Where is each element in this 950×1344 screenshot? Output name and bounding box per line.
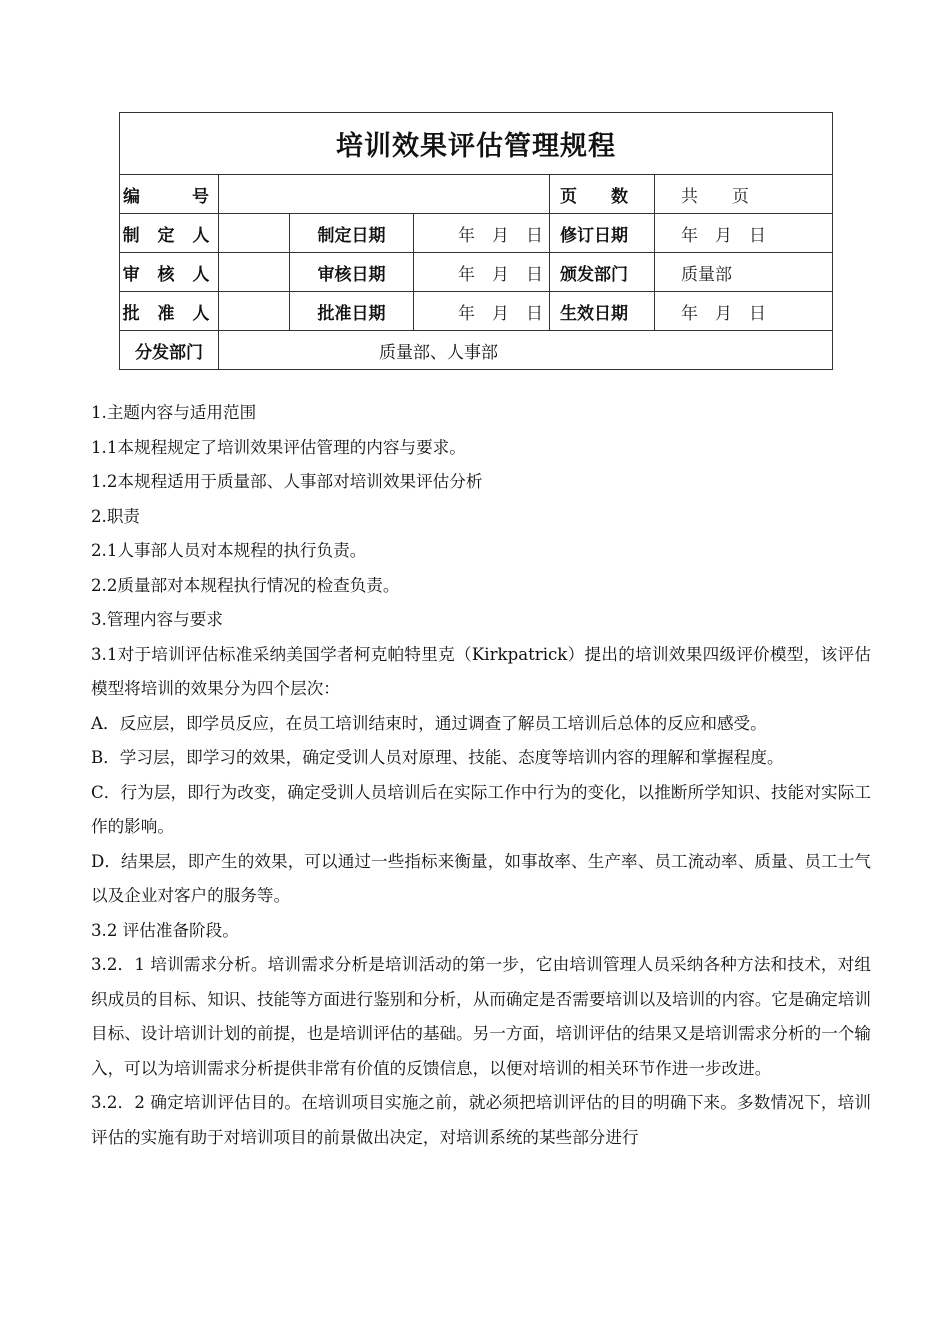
paragraph: 2.2质量部对本规程执行情况的检查负责。 xyxy=(91,575,400,595)
paragraph: 3.2．2 确定培训评估目的。在培训项目实施之前，就必须把培训评估的目的明确下来。多数情况下，培训评估的实施有助于对培训项目的前景做出决定，对培训系统的某些部分进行 xyxy=(91,1093,871,1147)
header-table xyxy=(119,112,833,370)
approver-value xyxy=(219,292,290,331)
effective-date-label: 生效日期 xyxy=(550,292,655,331)
author-label: 制 定 人 xyxy=(120,214,219,253)
review-date-label: 审核日期 xyxy=(290,253,414,292)
section-heading: 1.主题内容与适用范围 xyxy=(91,403,257,422)
paragraph: 3.2．1 培训需求分析。培训需求分析是培训活动的第一步，它由培训管理人员采纳各种方法和技术，对组织成员的目标、知识、技能等方面进行鉴别和分析，从而确定是否需要培训以及培训的内容。它是确定培训目标、设计培训计划的前提，也是培训评估的基础。另一方面，培训评估的结果又是培训需求分析的一个输入，可以为培训需求分析提供非常有价值的反馈信息，以便对培训的相关环节作进一步改进。 xyxy=(91,955,871,1078)
issue-dept-value: 质量部 xyxy=(655,253,833,292)
paragraph: 3.1对于培训评估标准采纳美国学者柯克帕特里克（Kirkpatrick）提出的培训效果四级评价模型，该评估模型将培训的效果分为四个层次： xyxy=(91,644,871,698)
author-value xyxy=(219,214,290,253)
paragraph: D．结果层，即产生的效果，可以通过一些指标来衡量，如事故率、生产率、员工流动率、质量、员工士气以及企业对客户的服务等。 xyxy=(91,851,871,905)
effective-date-value: 年 月 日 xyxy=(655,292,833,331)
distribution-value: 质量部、人事部 xyxy=(219,331,833,370)
pages-value: 共 页 xyxy=(655,175,833,214)
approve-date-label: 批准日期 xyxy=(290,292,414,331)
approve-date-value: 年 月 日 xyxy=(414,292,550,331)
paragraph: B．学习层，即学习的效果，确定受训人员对原理、技能、态度等培训内容的理解和掌握程度。 xyxy=(91,748,784,767)
paragraph: 1.2本规程适用于质量部、人事部对培训效果评估分析 xyxy=(91,472,483,491)
pages-label: 页 数 xyxy=(550,175,655,214)
revise-date-label: 修订日期 xyxy=(550,214,655,253)
body-text xyxy=(91,396,871,1155)
issue-dept-label: 颁发部门 xyxy=(550,253,655,292)
document-title: 培训效果评估管理规程 xyxy=(120,113,833,175)
reviewer-value xyxy=(219,253,290,292)
approver-label: 批 准 人 xyxy=(120,292,219,331)
distribution-label: 分发部门 xyxy=(120,331,219,370)
section-heading: 3.管理内容与要求 xyxy=(91,610,223,629)
code-value xyxy=(219,175,550,214)
code-label: 编 号 xyxy=(120,175,219,214)
paragraph: 1.1本规程规定了培训效果评估管理的内容与要求。 xyxy=(91,437,466,457)
section-heading: 3.2 评估准备阶段。 xyxy=(91,920,239,940)
author-date-label: 制定日期 xyxy=(290,214,414,253)
revise-date-value: 年 月 日 xyxy=(655,214,833,253)
reviewer-label: 审 核 人 xyxy=(120,253,219,292)
paragraph: 2.1人事部人员对本规程的执行负责。 xyxy=(91,541,367,560)
paragraph: C．行为层，即行为改变，确定受训人员培训后在实际工作中行为的变化，以推断所学知识、技能对实际工作的影响。 xyxy=(91,782,871,836)
review-date-value: 年 月 日 xyxy=(414,253,550,292)
paragraph: A．反应层，即学员反应，在员工培训结束时，通过调查了解员工培训后总体的反应和感受。 xyxy=(91,713,767,733)
author-date-value: 年 月 日 xyxy=(414,214,550,253)
section-heading: 2.职责 xyxy=(91,506,141,526)
